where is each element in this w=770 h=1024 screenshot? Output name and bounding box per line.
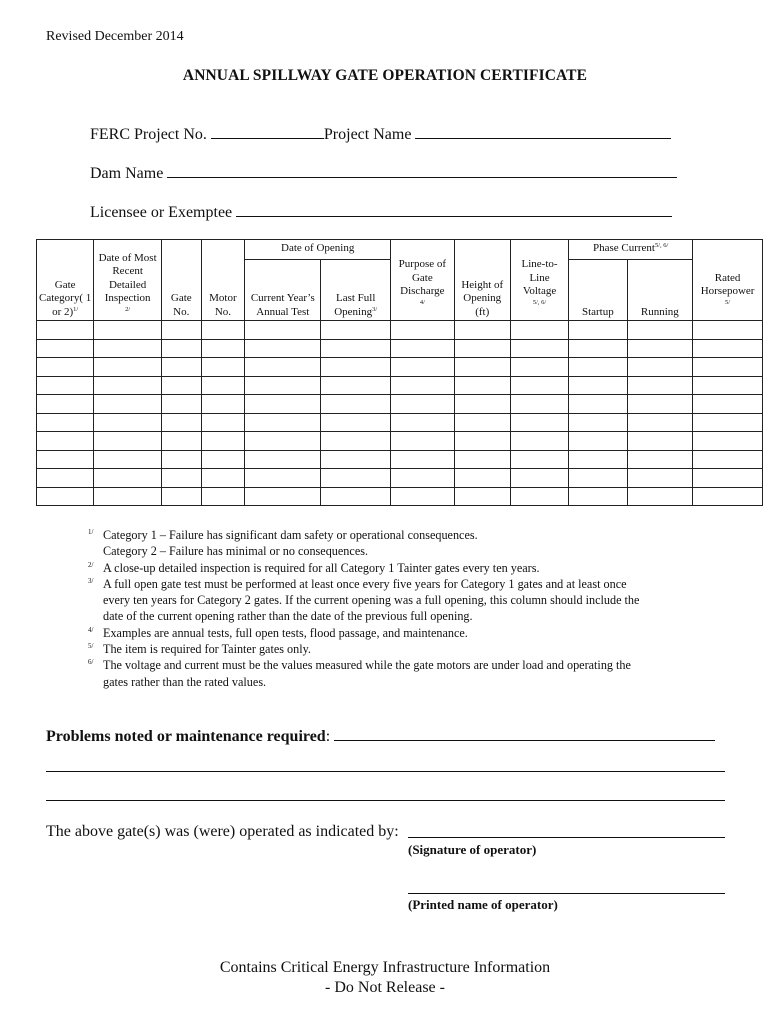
rated-horsepower-header: Rated Horsepower $^{5/}$ [693,240,763,321]
project-name-label: Project Name [323,126,412,143]
footnote-marker: 2/ [88,560,94,569]
table-cell[interactable] [94,358,162,377]
table-cell[interactable] [245,395,321,414]
table-cell[interactable] [569,395,627,414]
table-cell[interactable] [94,469,162,488]
table-cell[interactable] [627,413,693,432]
table-cell[interactable] [391,487,455,506]
table-cell[interactable] [693,321,763,340]
revision-date: Revised December 2014 [46,29,184,44]
cei-notice [0,958,770,998]
last-full-opening-header: Last Full Opening$^{3/}$ [321,260,391,321]
motor-no-header: Motor No. [201,240,245,321]
operated-label: The above gate(s) was (were) operated as indicated by: [46,823,399,840]
table-cell[interactable] [321,413,391,432]
table-cell[interactable] [510,395,568,414]
signature-label: (Signature of operator) [408,842,537,857]
printed-name-line[interactable] [408,893,725,894]
table-cell[interactable] [569,450,627,469]
table-cell[interactable] [391,395,455,414]
table-cell[interactable] [37,487,94,506]
footnote-line: A full open gate test must be performed at least once every five years for Category 1 gates and at least once [103,576,627,591]
table-cell[interactable] [454,487,510,506]
table-cell[interactable] [201,469,245,488]
table-row [37,321,763,340]
footnote-line: Category 2 – Failure has minimal or no consequences. [103,544,369,559]
table-cell[interactable] [321,339,391,358]
footnote [88,527,728,560]
table-cell[interactable] [94,321,162,340]
table-cell[interactable] [627,450,693,469]
problems-line-3[interactable] [46,800,725,801]
table-cell[interactable] [391,432,455,451]
footnote-marker: 5/ [88,642,94,651]
gate-category-header: Gate Category( 1 or 2)$^{1/}$ [37,240,94,321]
footnote-line: every ten years for Category 2 gates. If the current opening was a full opening, this column should include the [103,593,640,608]
table-cell[interactable] [245,487,321,506]
table-cell[interactable] [37,339,94,358]
table-cell[interactable] [510,450,568,469]
footnote-marker: 3/ [88,576,94,585]
table-cell[interactable] [454,321,510,340]
table-cell[interactable] [37,358,94,377]
table-cell[interactable] [37,376,94,395]
table-cell[interactable] [693,339,763,358]
table-cell[interactable] [510,321,568,340]
table-cell[interactable] [321,450,391,469]
page-title: ANNUAL SPILLWAY GATE OPERATION CERTIFICATE [182,67,588,84]
table-cell[interactable] [201,450,245,469]
table-cell[interactable] [454,339,510,358]
footnote [88,576,728,625]
table-cell[interactable] [693,376,763,395]
table-cell[interactable] [201,413,245,432]
table-cell[interactable] [161,450,201,469]
footnote-line: The voltage and current must be the values measured while the gate motors are under load and operating the [103,658,631,673]
table-cell[interactable] [201,395,245,414]
problems-label: Problems noted or maintenance required [46,728,326,745]
table-cell[interactable] [510,339,568,358]
footnote [88,560,728,576]
table-cell[interactable] [201,339,245,358]
footnote [88,625,728,641]
table-cell[interactable] [245,432,321,451]
table-cell[interactable] [161,487,201,506]
table-cell[interactable] [245,358,321,377]
table-cell[interactable] [627,358,693,377]
footnote-line: date of the current opening rather than the date of the previous full opening. [103,609,473,624]
table-cell[interactable] [321,432,391,451]
table-cell[interactable] [321,395,391,414]
running-header: Running [627,260,693,321]
table-cell[interactable] [245,469,321,488]
footnote-line: gates rather than the rated values. [103,674,267,689]
table-cell[interactable] [510,487,568,506]
table-cell[interactable] [569,358,627,377]
current-year-header: Current Year’s Annual Test [245,260,321,321]
project-name-field[interactable] [415,124,671,139]
table-cell[interactable] [693,395,763,414]
purpose-header: Purpose of Gate Discharge $^{4/}$ [391,240,455,321]
voltage-header: Line-to-Line Voltage $^{5/, 6/}$ [510,240,568,321]
table-cell[interactable] [510,358,568,377]
table-cell[interactable] [37,413,94,432]
detailed-inspection-header: Date of Most Recent Detailed Inspection $^{2/}$ [94,240,162,321]
table-cell[interactable] [321,358,391,377]
footnote [88,641,728,657]
table-cell[interactable] [454,358,510,377]
table-row [37,432,763,451]
table-cell[interactable] [569,339,627,358]
licensee-field[interactable] [236,202,672,217]
table-row [37,469,763,488]
table-cell[interactable] [391,376,455,395]
table-cell[interactable] [693,432,763,451]
table-row [37,487,763,506]
table-cell[interactable] [627,339,693,358]
cei-notice-line2: - Do Not Release - [325,979,445,996]
table-cell[interactable] [627,376,693,395]
table-cell[interactable] [94,450,162,469]
table-cell[interactable] [510,413,568,432]
table-cell[interactable] [161,395,201,414]
table-cell[interactable] [569,376,627,395]
table-cell[interactable] [569,321,627,340]
table-cell[interactable] [201,321,245,340]
dam-name-field[interactable] [167,163,677,178]
table-cell[interactable] [161,339,201,358]
table-cell[interactable] [693,469,763,488]
table-cell[interactable] [510,432,568,451]
table-row [37,339,763,358]
table-cell[interactable] [569,413,627,432]
table-cell[interactable] [627,487,693,506]
table-cell[interactable] [454,469,510,488]
table-cell[interactable] [161,413,201,432]
table-cell[interactable] [454,395,510,414]
table-cell[interactable] [201,432,245,451]
table-cell[interactable] [161,376,201,395]
gate-operation-table [36,239,763,506]
table-cell[interactable] [693,358,763,377]
table-cell[interactable] [37,469,94,488]
height-header: Height of Opening (ft) [454,240,510,321]
licensee-label: Licensee or Exemptee [90,204,233,221]
ferc-project-no-field[interactable] [211,124,324,139]
dam-name-row [90,163,677,183]
table-row [37,450,763,469]
table-cell[interactable] [37,432,94,451]
table-row [37,358,763,377]
table-body [37,321,763,506]
table-cell[interactable] [161,469,201,488]
footnote-line: The item is required for Tainter gates only. [103,642,311,657]
footnote-line: A close-up detailed inspection is required for all Category 1 Tainter gates every ten years. [103,560,540,575]
signature-line[interactable] [408,837,725,838]
table-cell[interactable] [321,469,391,488]
table-cell[interactable] [245,450,321,469]
table-cell[interactable] [94,432,162,451]
table-cell[interactable] [510,469,568,488]
table-cell[interactable] [391,450,455,469]
problems-line-2[interactable] [46,771,725,772]
table-cell[interactable] [94,413,162,432]
table-row [37,395,763,414]
table-cell[interactable] [94,395,162,414]
table-cell[interactable] [37,395,94,414]
table-cell[interactable] [201,358,245,377]
date-of-opening-header: Date of Opening [245,240,391,260]
footnote-line: Examples are annual tests, full open tests, flood passage, and maintenance. [103,625,468,640]
table-cell[interactable] [569,432,627,451]
printed-name-label: (Printed name of operator) [408,897,558,912]
table-cell[interactable] [569,469,627,488]
table-cell[interactable] [245,339,321,358]
table-cell[interactable] [37,450,94,469]
table-cell[interactable] [569,487,627,506]
startup-header: Startup [569,260,627,321]
table-cell[interactable] [391,358,455,377]
table-cell[interactable] [627,469,693,488]
table-cell[interactable] [321,321,391,340]
table-cell[interactable] [321,487,391,506]
dam-name-label: Dam Name [90,165,164,182]
footnotes [88,527,728,690]
table-cell[interactable] [201,487,245,506]
operated-row [46,823,399,841]
ferc-project-row [90,124,671,144]
table-row [37,376,763,395]
table-cell[interactable] [94,339,162,358]
table-cell[interactable] [454,432,510,451]
table-row [37,413,763,432]
table-cell[interactable] [391,413,455,432]
table-cell[interactable] [161,358,201,377]
cei-notice-line1: Contains Critical Energy Infrastructure Information [219,959,551,976]
table-cell[interactable] [391,339,455,358]
table-cell[interactable] [161,321,201,340]
table-cell[interactable] [245,321,321,340]
table-cell[interactable] [454,413,510,432]
footnote-marker: 6/ [88,658,94,667]
problems-field[interactable] [334,727,715,741]
gate-no-header: Gate No. [161,240,201,321]
table-cell[interactable] [454,450,510,469]
table-cell[interactable] [245,413,321,432]
footnote-marker: 1/ [88,528,94,536]
table-cell[interactable] [94,376,162,395]
table-cell[interactable] [94,487,162,506]
table-cell[interactable] [391,321,455,340]
table-cell[interactable] [627,432,693,451]
ferc-project-no-label: FERC Project No. [90,126,207,143]
table-cell[interactable] [37,321,94,340]
table-cell[interactable] [627,395,693,414]
footnote-marker: 4/ [88,625,94,634]
table-cell[interactable] [627,321,693,340]
footnote-line: Category 1 – Failure has significant dam safety or operational consequences. [103,528,478,542]
table-cell[interactable] [510,376,568,395]
table-cell[interactable] [693,413,763,432]
table-cell[interactable] [693,450,763,469]
licensee-row [90,202,672,222]
table-cell[interactable] [693,487,763,506]
problems-row: Problems noted or maintenance required: [46,727,715,746]
table-cell[interactable] [454,376,510,395]
table-cell[interactable] [391,469,455,488]
table-cell[interactable] [321,376,391,395]
phase-current-header: Phase Current$^{5/, 6/}$ [569,240,693,260]
table-cell[interactable] [201,376,245,395]
table-cell[interactable] [245,376,321,395]
footnote [88,657,728,690]
table-cell[interactable] [161,432,201,451]
